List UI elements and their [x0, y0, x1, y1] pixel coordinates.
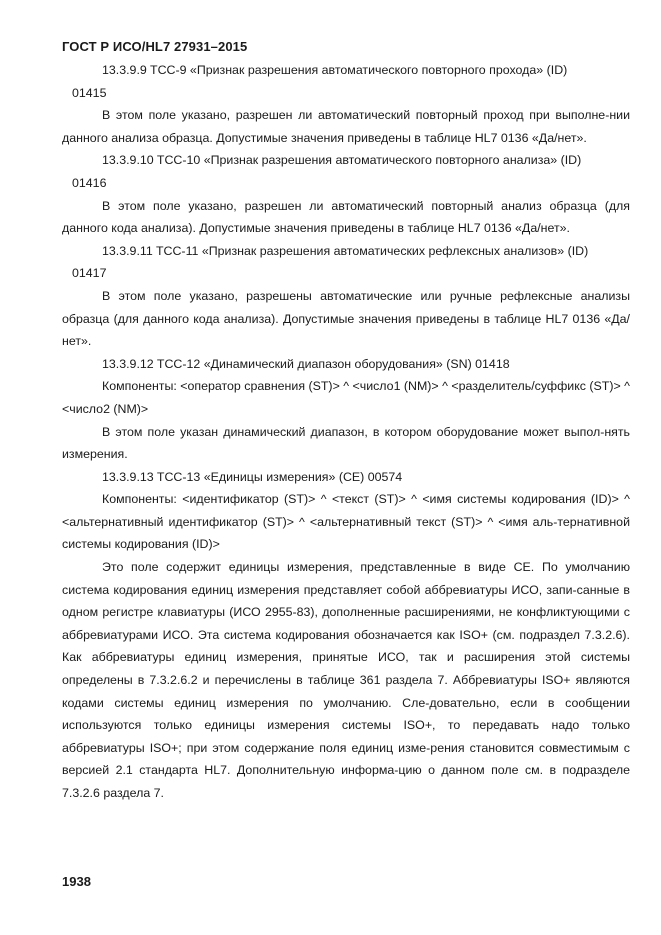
- paragraph-text: Это поле содержит единицы измерения, представленные в виде CE. По умолчанию система кодирования единиц измерения представляет собой аббревиатуры ИСО, запи-санные в одном регистре клавиатуры (ИСО 2955-83), дополненные расширениями, не конфликтующими с аббревиатурами ИСО. Эта система кодирования обозначается как ISO+ (см. подраздел 7.3.2.6). Как аббревиатуры единиц измерения, принятые ИСО, так и расширения этой системы определены в 7.3.2.6.2 и перечислены в таблице 361 раздела 7. Аббревиатуры ISO+ являются кодами системы единиц измерения по умолчанию. Сле-довательно, если в сообщении используются только единицы измерения системы ISO+, то передавать надо только аббревиатуры ISO+; при этом содержание поля единиц изме-рения становится совместимым с версией 2.1 стандарта HL7. Дополнительную информа-цию о данном поле см. в подразделе 7.3.2.6 раздела 7.: [62, 560, 630, 800]
- section-heading-13-3-9-13: 13.3.9.13 TCC-13 «Единицы измерения» (CE) 00574: [102, 469, 403, 484]
- components-list: Компоненты: <идентификатор (ST)> ^ <текст (ST)> ^ <имя системы кодирования (ID)> ^ <альтернативный идентификатор (ST)> ^ <альтернативный текст (ST)> ^ <имя аль-тернативной системы кодирования (ID)>: [62, 492, 630, 552]
- document-body: [62, 59, 630, 805]
- section-heading-13-3-9-11: 13.3.9.11 TCC-11 «Признак разрешения автоматических рефлексных анализов» (ID): [102, 243, 589, 258]
- field-id-01417: 01417: [72, 266, 107, 281]
- components-list: Компоненты: <оператор сравнения (ST)> ^ <число1 (NM)> ^ <разделитель/суффикс (ST)> ^ <число2 (NM)>: [62, 379, 630, 416]
- field-id-01416: 01416: [72, 175, 107, 190]
- section-heading-13-3-9-10: 13.3.9.10 TCC-10 «Признак разрешения автоматического повторного анализа» (ID): [102, 153, 582, 168]
- field-id-01415: 01415: [72, 85, 107, 100]
- paragraph-text: В этом поле указано, разрешен ли автоматический повторный анализ образца (для данного кода анализа). Допустимые значения приведены в таблице HL7 0136 «Да/нет».: [62, 198, 630, 236]
- page-number: 1938: [62, 874, 91, 889]
- paragraph-text: В этом поле указано, разрешены автоматические или ручные рефлексные анализы образца (для данного кода анализа). Допустимые значения приведены в таблице HL7 0136 «Да/нет».: [62, 288, 630, 349]
- section-heading-13-3-9-12: 13.3.9.12 TCC-12 «Динамический диапазон оборудования» (SN) 01418: [102, 356, 510, 371]
- section-heading-13-3-9-9: 13.3.9.9 TCC-9 «Признак разрешения автоматического повторного прохода» (ID): [102, 63, 568, 77]
- document-header-code: ГОСТ Р ИСО/HL7 27931–2015: [62, 39, 248, 54]
- paragraph-text: В этом поле указан динамический диапазон, в котором оборудование может выпол-нять измерения.: [62, 424, 630, 462]
- paragraph-text: В этом поле указано, разрешен ли автоматический повторный проход при выполне-нии данного анализа образца. Допустимые значения приведены в таблице HL7 0136 «Да/нет».: [62, 108, 630, 145]
